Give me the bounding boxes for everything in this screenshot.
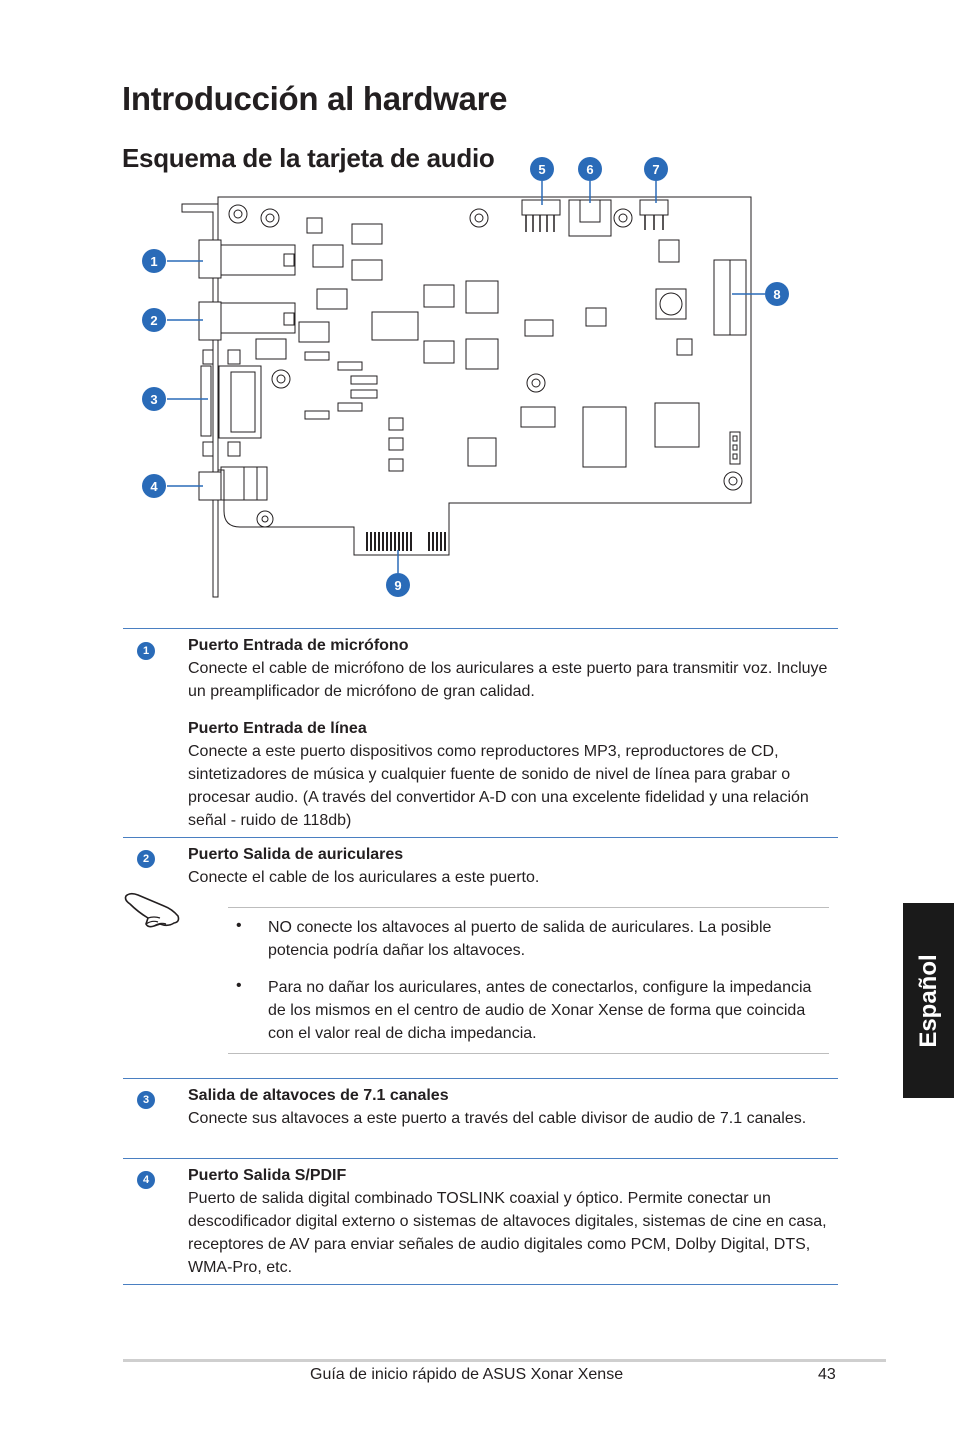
- item-text: Puerto de salida digital combinado TOSLINK coaxial y óptico. Permite conectar un descodificador digital externo o sistemas de altavoces digitales, sistemas de cine en casa, receptores de AV para enviar señales de audio digitales como PCM, Dolby Digital, DTS, WMA-Pro, etc.: [188, 1190, 827, 1276]
- bullet: •: [236, 977, 242, 994]
- item-number: 2: [137, 850, 155, 868]
- item-heading: Puerto Entrada de micrófono: [188, 637, 409, 654]
- section-title: Esquema de la tarjeta de audio: [122, 143, 495, 173]
- item-heading: Puerto Entrada de línea: [188, 720, 367, 737]
- item-number: 4: [137, 1171, 155, 1189]
- callout-6: 6: [586, 162, 594, 177]
- card-board: [218, 197, 751, 555]
- item-description: [188, 717, 828, 832]
- item-text: Conecte sus altavoces a este puerto a través del cable divisor de audio de 7.1 canales.: [188, 1110, 807, 1127]
- divider: [123, 1158, 838, 1159]
- note-divider: [228, 907, 829, 908]
- item-description: [188, 1084, 828, 1130]
- item-heading: Puerto Salida de auriculares: [188, 846, 404, 863]
- bullet: •: [236, 917, 242, 934]
- language-tab: [903, 903, 954, 1098]
- item-number: 1: [137, 642, 155, 660]
- callout-5: 5: [538, 162, 546, 177]
- divider: [123, 628, 838, 629]
- item-heading: Puerto Salida S/PDIF: [188, 1167, 347, 1184]
- item-number: 3: [137, 1091, 155, 1109]
- audio-card-diagram: [0, 0, 954, 620]
- item-text: Conecte el cable de micrófono de los auriculares a este puerto para transmitir voz. Incluye un preamplificador de micrófono de gran calidad.: [188, 660, 828, 700]
- footer-title: Guía de inicio rápido de ASUS Xonar Xense: [310, 1366, 624, 1383]
- footer-divider: [123, 1359, 886, 1362]
- note-text: Para no dañar los auriculares, antes de conectarlos, configure la impedancia de los mismos en el centro de audio de Xonar Xense de forma que coincida con el valor real de dicha impedancia.: [268, 979, 812, 1042]
- callout-7: 7: [652, 162, 660, 177]
- divider: [123, 1284, 838, 1285]
- callout-3: 3: [150, 392, 158, 407]
- callout-8: 8: [773, 287, 781, 302]
- callout-1: 1: [150, 254, 158, 269]
- language-tab-label: Español: [914, 953, 942, 1048]
- divider: [123, 837, 838, 838]
- item-text: Conecte el cable de los auriculares a este puerto.: [188, 869, 540, 886]
- item-description: [188, 634, 828, 703]
- note-divider: [228, 1053, 829, 1054]
- callout-4: 4: [150, 479, 158, 494]
- item-text: Conecte a este puerto dispositivos como reproductores MP3, reproductores de CD, sintetizadores de música y cualquier fuente de sonido de nivel de línea para grabar o procesar audio. (A través del convertidor A-D con una excelente fidelidad y una relación señal - ruido de 118db): [188, 743, 809, 829]
- hand-pointer-icon: [124, 886, 182, 932]
- item-description: [188, 843, 828, 889]
- callout-9: 9: [394, 578, 402, 593]
- divider: [123, 1078, 838, 1079]
- callout-2: 2: [150, 313, 158, 328]
- item-heading: Salida de altavoces de 7.1 canales: [188, 1087, 449, 1104]
- page-title: Introducción al hardware: [122, 80, 508, 117]
- page-number: 43: [818, 1366, 836, 1383]
- note-text: NO conecte los altavoces al puerto de salida de auriculares. La posible potencia podría dañar los altavoces.: [268, 919, 772, 959]
- item-description: [188, 1164, 828, 1279]
